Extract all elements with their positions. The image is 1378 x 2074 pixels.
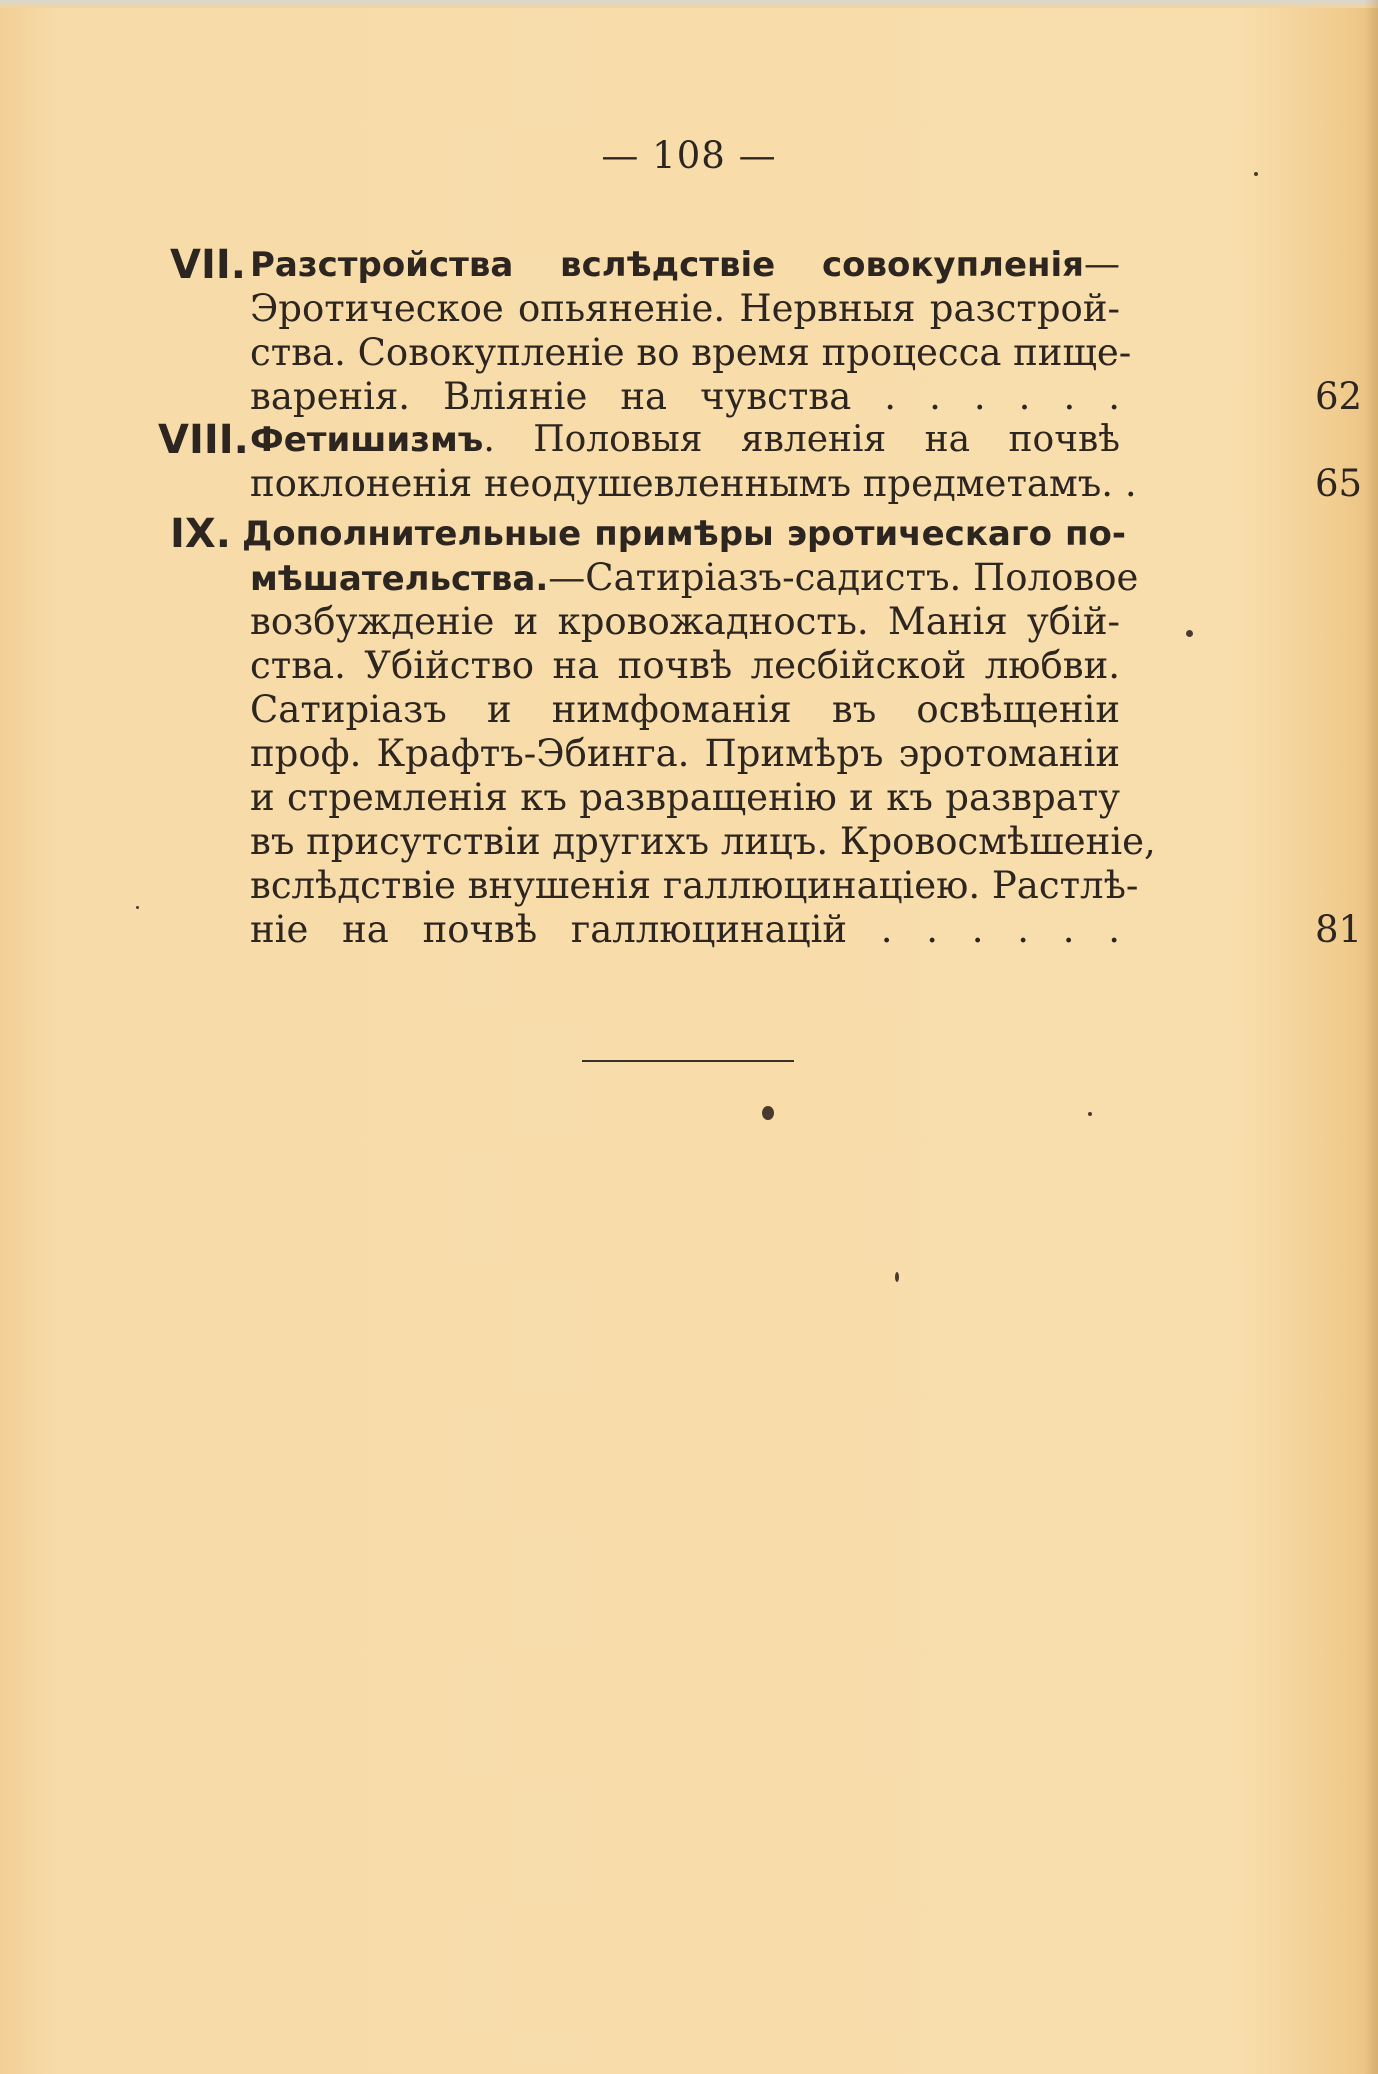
entry-line: Эротическое опьяненіе. Нервныя разстрой-	[250, 287, 1120, 330]
entry-title: Разстройства вслѣдствіе совокупленія	[250, 245, 1084, 285]
entry-line: ніе на почвѣ галлюцинацій . . . . . .	[250, 908, 1120, 951]
entry-line: ства. Убійство на почвѣ лесбійской любви.	[250, 644, 1120, 687]
entry-line: Сатиріазъ и нимфоманія въ освѣщеніи	[250, 688, 1120, 731]
entry-title-rest: . Половыя явленія на почвѣ	[483, 419, 1120, 460]
entry-numeral: VIII.	[158, 417, 249, 463]
paper-speck	[1186, 630, 1193, 637]
entry-numeral: VII.	[170, 242, 246, 288]
paper-speck	[762, 1106, 774, 1120]
entry-line: проф. Крафтъ-Эбинга. Примѣръ эротоманіи	[250, 732, 1120, 775]
entry-line: ства. Совокупленіе во время процесса пище-	[250, 331, 1132, 374]
entry-line: вслѣдствіе внушенія галлюцинаціею. Растлѣ-	[250, 864, 1139, 907]
entry-title: Дополнительные примѣры эротическаго по-	[242, 514, 1126, 554]
end-rule	[582, 1060, 794, 1062]
entry-title: Фетишизмъ	[250, 420, 484, 460]
entry-line: поклоненія неодушевленнымъ предметамъ. .	[250, 462, 1137, 505]
entry-line: въ присутствіи другихъ лицъ. Кровосмѣшеніе,	[250, 820, 1156, 863]
paper-speck	[136, 906, 139, 909]
entry-title-line	[250, 556, 1139, 600]
page-top-edge	[0, 0, 1378, 8]
page-number: — 108 —	[601, 134, 777, 177]
paper-speck	[1088, 1112, 1092, 1116]
entry-title-line	[242, 512, 1126, 556]
entry-line: и стремленія къ развращенію и къ разврату	[250, 776, 1120, 819]
entry-page-number: 65	[1315, 462, 1363, 505]
entry-line: варенія. Вліяніе на чувства . . . . . .	[250, 375, 1120, 418]
entry-page-number: 62	[1315, 375, 1363, 418]
entry-title-continued: мѣшательства.	[250, 559, 549, 599]
page-right-edge	[1364, 0, 1378, 2074]
entry-page-number: 81	[1315, 908, 1363, 951]
entry-title-line	[250, 243, 1120, 287]
entry-title-dash: —	[1084, 244, 1120, 285]
paper-speck	[1254, 172, 1258, 176]
entry-title-rest: —Сатиріазъ-садистъ. Половое	[548, 556, 1139, 599]
paper-speck	[895, 1272, 899, 1282]
entry-line: возбужденіе и кровожадность. Манія убій-	[250, 600, 1120, 643]
entry-numeral: IX.	[170, 511, 231, 557]
entry-title-line	[250, 418, 1120, 462]
